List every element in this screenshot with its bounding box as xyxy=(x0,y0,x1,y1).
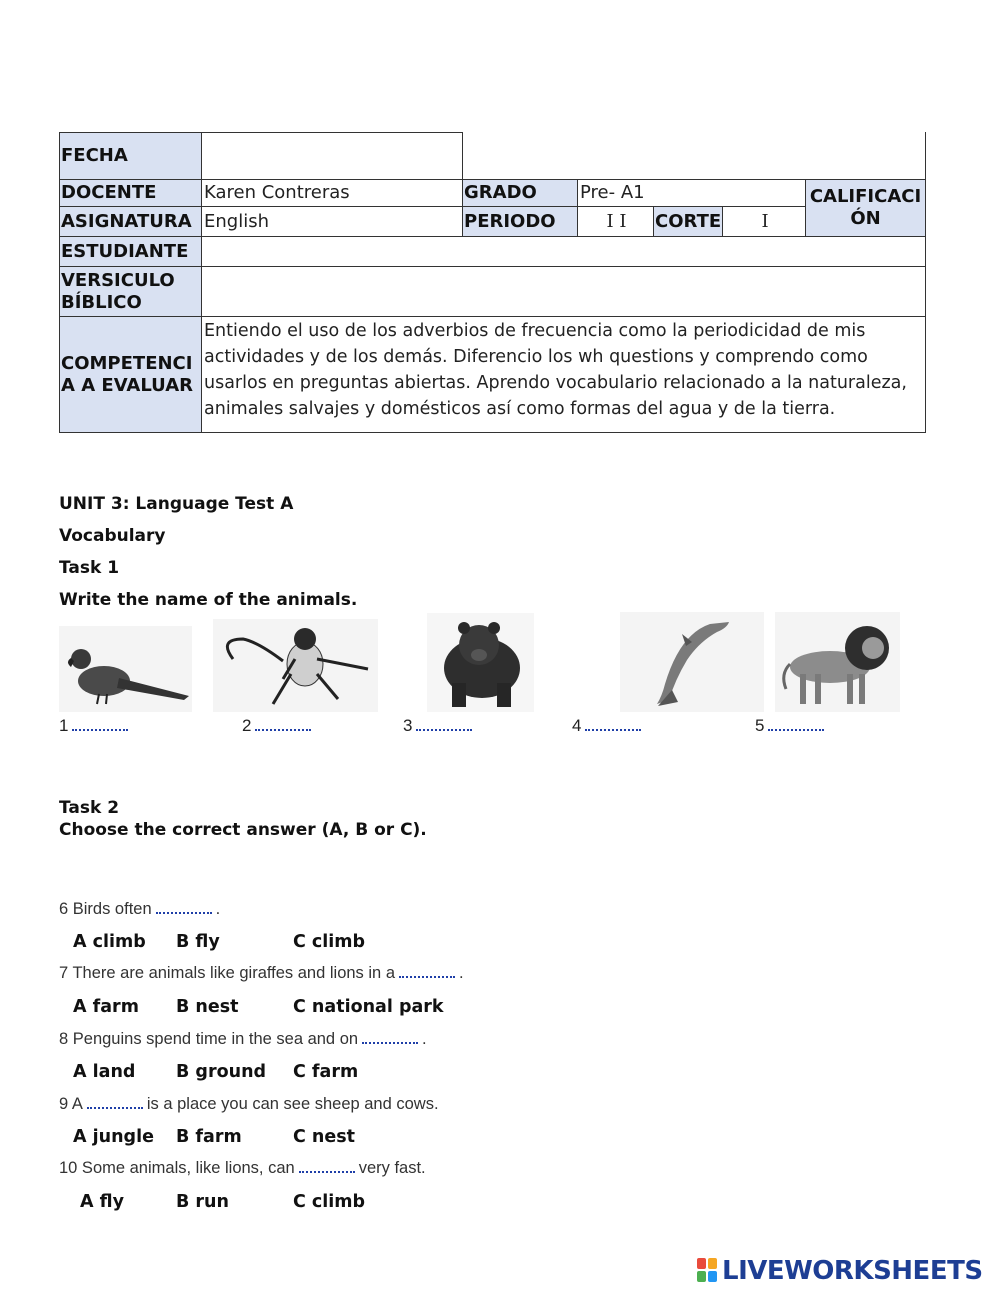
option-b[interactable]: B farm xyxy=(176,1127,242,1147)
parrot-icon xyxy=(59,626,192,712)
grado-value: Pre- A1 xyxy=(577,179,806,207)
estudiante-field[interactable] xyxy=(201,236,926,267)
option-c[interactable]: C national park xyxy=(293,997,444,1017)
item-number: 4 xyxy=(572,716,582,735)
corte-label: CORTE xyxy=(653,206,723,237)
option-b[interactable]: B nest xyxy=(176,997,239,1017)
periodo-label: PERIODO xyxy=(462,206,578,237)
dolphin-icon xyxy=(620,612,764,712)
asignatura-label: ASIGNATURA xyxy=(59,206,202,237)
answer-blank-8[interactable] xyxy=(362,1034,418,1044)
question-6 xyxy=(59,900,220,919)
answer-blank-2[interactable] xyxy=(255,721,311,731)
question-text: 8 Penguins spend time in the sea and on xyxy=(59,1030,359,1048)
blank-header-area xyxy=(462,132,926,180)
task1-item-2 xyxy=(242,716,315,736)
section-title: Vocabulary xyxy=(59,526,166,546)
asignatura-value: English xyxy=(201,206,463,237)
question-text: 6 Birds often xyxy=(59,900,152,918)
question-text: 10 Some animals, like lions, can xyxy=(59,1159,295,1177)
option-c[interactable]: C climb xyxy=(293,1192,366,1212)
item-number: 5 xyxy=(755,716,765,735)
unit-title: UNIT 3: Language Test A xyxy=(59,494,294,514)
item-number: 1 xyxy=(59,716,69,735)
corte-value: I xyxy=(722,206,806,237)
option-a[interactable]: A climb xyxy=(73,932,146,952)
question-text-after: is a place you can see sheep and cows. xyxy=(146,1095,439,1113)
question-9 xyxy=(59,1095,439,1114)
option-b[interactable]: B fly xyxy=(176,932,220,952)
task1-item-3 xyxy=(403,716,476,736)
option-c[interactable]: C climb xyxy=(293,932,366,952)
question-7 xyxy=(59,964,464,983)
calificacion-label-line1: CALIFICACI xyxy=(809,186,922,208)
bear-icon xyxy=(427,613,534,712)
question-10 xyxy=(59,1159,426,1178)
question-text: 9 A xyxy=(59,1095,83,1113)
docente-value: Karen Contreras xyxy=(201,179,463,207)
question-text-after: . xyxy=(422,1030,427,1048)
question-text-after: very fast. xyxy=(358,1159,426,1177)
answer-blank-7[interactable] xyxy=(399,968,455,978)
answer-blank-9[interactable] xyxy=(87,1099,143,1109)
option-a[interactable]: A fly xyxy=(80,1192,125,1212)
answer-blank-1[interactable] xyxy=(72,721,128,731)
logo-mark-icon xyxy=(697,1258,719,1284)
question-text-after: . xyxy=(215,900,221,918)
fecha-field[interactable] xyxy=(201,132,463,180)
answer-blank-10[interactable] xyxy=(299,1163,355,1173)
versiculo-field[interactable] xyxy=(201,266,926,317)
task1-title: Task 1 xyxy=(59,558,120,578)
grado-label: GRADO xyxy=(462,179,578,207)
calificacion-label-line2: ÓN xyxy=(850,208,881,229)
answer-blank-5[interactable] xyxy=(768,721,824,731)
option-b[interactable]: B ground xyxy=(176,1062,267,1082)
versiculo-label-line1: VERSICULO xyxy=(61,269,175,291)
option-c[interactable]: C farm xyxy=(293,1062,359,1082)
task2-title: Task 2 xyxy=(59,798,120,818)
monkey-icon xyxy=(213,619,378,712)
lion-icon xyxy=(775,612,900,712)
question-text: 7 There are animals like giraffes and lions in a xyxy=(59,964,395,982)
liveworksheets-logo xyxy=(697,1256,983,1286)
option-a[interactable]: A jungle xyxy=(73,1127,154,1147)
versiculo-label-line2: BÍBLICO xyxy=(61,291,142,313)
task1-instruction: Write the name of the animals. xyxy=(59,590,358,610)
estudiante-label: ESTUDIANTE xyxy=(59,236,202,267)
option-c[interactable]: C nest xyxy=(293,1127,356,1147)
task1-item-1 xyxy=(59,716,132,736)
header-table xyxy=(59,132,926,433)
task1-item-5 xyxy=(755,716,828,736)
docente-label: DOCENTE xyxy=(59,179,202,207)
competencia-label xyxy=(59,316,202,433)
item-number: 2 xyxy=(242,716,252,735)
fecha-label: FECHA xyxy=(59,132,202,180)
task2-instruction: Choose the correct answer (A, B or C). xyxy=(59,820,427,840)
competencia-label-line1: COMPETENCI xyxy=(61,352,193,374)
answer-blank-3[interactable] xyxy=(416,721,472,731)
option-a[interactable]: A farm xyxy=(73,997,139,1017)
logo-text: LIVEWORKSHEETS xyxy=(722,1256,983,1286)
answer-blank-6[interactable] xyxy=(156,904,212,914)
calificacion-label xyxy=(805,179,926,237)
competencia-label-line2: A A EVALUAR xyxy=(61,374,194,396)
periodo-value: I I xyxy=(577,206,654,237)
option-b[interactable]: B run xyxy=(176,1192,229,1212)
versiculo-label xyxy=(59,266,202,317)
task1-item-4 xyxy=(572,716,645,736)
question-8 xyxy=(59,1030,427,1049)
item-number: 3 xyxy=(403,716,413,735)
competencia-text: Entiendo el uso de los adverbios de frecuencia como la periodicidad de mis actividades y de los demás. Diferencio los wh questions y comprendo como usarlos en preguntas abiertas. Aprendo vocabulario relacionado a la naturaleza, animales salvajes y domésticos así como formas del agua y de la tierra. xyxy=(201,316,926,433)
answer-blank-4[interactable] xyxy=(585,721,641,731)
option-a[interactable]: A land xyxy=(73,1062,136,1082)
question-text-after: . xyxy=(459,964,464,982)
